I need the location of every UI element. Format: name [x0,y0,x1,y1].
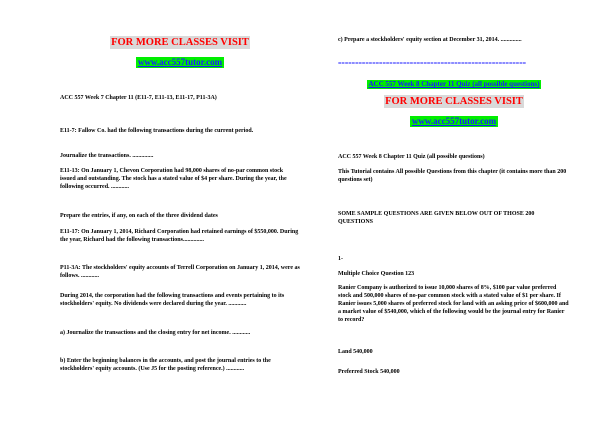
p11-3a-text: P11-3A: The stockholders' equity accounts of Terrell Corporation on January 1, 2014, were as follows. ............ [60,265,300,279]
question-type: Multiple Choice Question 123 [338,271,415,277]
part-c-text: c) Prepare a stockholders' equity section at December 31, 2014. .............. [338,37,522,43]
week7-heading: ACC 557 Week 7 Chapter 11 (E11-7, E11-13, E11-17, P11-3A) [60,95,217,101]
e11-13-text: E11-13: On January 1, Chevon Corporation had 98,000 shares of no-par common stock issued and outstanding. The stock has a stated value of $4 per share. During the year, the following occurred. ............ [60,168,287,190]
question-text: Ranier Company is authorized to issue 10,000 shares of 8%, $100 par value preferred stock and 500,000 shares of no-par common stock with a stated value of $1 per share. If Ranier issues 5,000 shares of preferred stock for land with an asking price of $600,000 and a market value of $540,000, which of the following would be the journal entry for Ranier to record? [338,285,569,323]
answer-line-land: Land 540,000 [338,349,373,355]
week8-quiz-link[interactable]: ACC 557 Week 8 Chapter 11 Quiz (all possible questions) [368,80,540,88]
for-more-classes-banner: FOR MORE CLASSES VISIT [111,37,249,48]
website-link-2[interactable]: www.acc557tutor.com [411,116,497,126]
e11-7-instruction: Journalize the transactions. .............. [60,153,154,159]
p11-3a-events: During 2014, the corporation had the following transactions and events pertaining to its stockholders' equity. No dividends were declared during the year. ............ [60,293,285,307]
website-link[interactable]: www.acc557tutor.com [137,57,223,67]
e11-13-instruction: Prepare the entries, if any, on each of the three dividend dates [60,213,218,219]
e11-17-text: E11-17: On January 1, 2014, Richard Corporation had retained earnings of $550,000. During the year, Richard had the following transactions.............. [60,229,299,243]
tutorial-description: This Tutorial contains All possible Questions from this chapter (it contains more than 200 questions set) [338,169,567,183]
p11-3a-part-b: b) Enter the beginning balances in the accounts, and post the journal entries to the stockholders' equity accounts. (Use J5 for the posting reference.) ............ [60,358,271,372]
e11-7-text: E11-7: Fallow Co. had the following transactions during the current period. [60,128,254,134]
sample-questions-note: SOME SAMPLE QUESTIONS ARE GIVEN BELOW OUT OF THOSE 200 QUESTIONS [338,211,535,225]
question-number: 1- [338,256,343,262]
week8-heading: ACC 557 Week 8 Chapter 11 Quiz (all possible questions) [338,154,485,160]
for-more-classes-banner-2: FOR MORE CLASSES VISIT [385,96,523,107]
answer-line-preferred-stock: Preferred Stock 540,000 [338,369,400,375]
p11-3a-part-a: a) Journalize the transactions and the closing entry for net income. ............ [60,330,251,336]
separator-line: ======================================================= [338,61,527,67]
